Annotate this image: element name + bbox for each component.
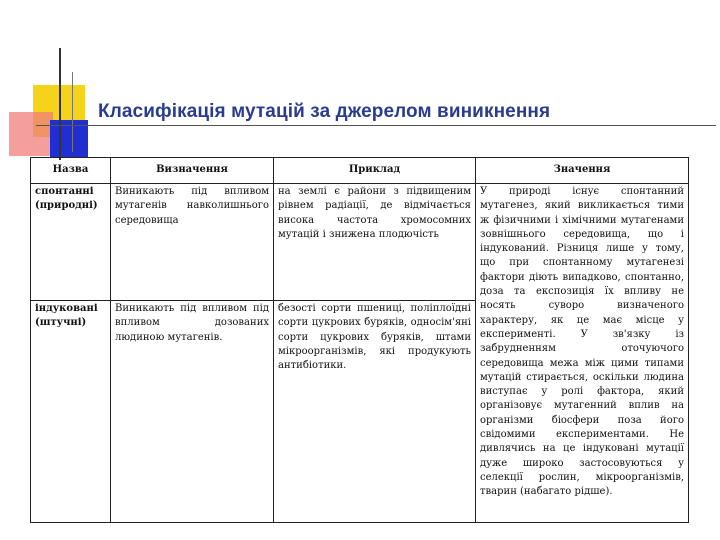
decor-vertical-line — [59, 48, 61, 160]
row-spontaneous-name: спонтанні (природні) — [31, 184, 111, 301]
header-example: Приклад — [274, 158, 476, 184]
decor-vertical-line-thin — [72, 72, 73, 152]
row-spontaneous-definition: Виникають під впливом мутагенів навколишнього середовища — [111, 184, 274, 301]
table-header-row — [31, 158, 689, 184]
table-row — [31, 184, 689, 301]
row-induced-example: безості сорти пшениці, поліплоїдні сорти цукрових буряків, односім'яні сорти цукрових буряків, штами мікроорганізмів, які продукують антибіотики. — [274, 301, 476, 523]
row-induced-name: індуковані (штучні) — [31, 301, 111, 523]
row-induced-definition: Виникають під впливом під впливом дозованих людиною мутагенів. — [111, 301, 274, 523]
header-definition: Визначення — [111, 158, 274, 184]
slide-title: Класифікація мутацій за джерелом виникнення — [98, 101, 551, 122]
header-name: Назва — [31, 158, 111, 184]
row-spontaneous-example: на землі є райони з підвищеним рівнем радіації, де відмічається висока частота хромосомних мутацій і знижена плодючість — [274, 184, 476, 301]
decor-red-square — [9, 112, 53, 156]
decor-horizontal-line — [36, 125, 716, 126]
header-significance: Значення — [476, 158, 689, 184]
significance-cell: У природі існує спонтанний мутагенез, який викликається тими ж фізичними і хімічними мутагенами зовнішнього середовища, що і індукований. Різниця лише у тому, що при спонтанному мутагенезі фактори діють випадково, спонтанно, доза та експозиція їх впливу не носять суворо визначеного характеру, як це має місце у експерименті. У зв'язку із забрудненням оточуючого середовища межа між цими типами мутацій стирається, оскільки людина виступає у ролі фактора, який організовує мутагенний вплив на організми біосфери поза його свідомими експериментами. Не дивлячись на це індуковані мутації дуже широко застосовуються у селекції рослин, мікроорганізмів, тварин (набагато рідше). — [476, 184, 689, 523]
mutation-classification-table — [30, 157, 689, 523]
